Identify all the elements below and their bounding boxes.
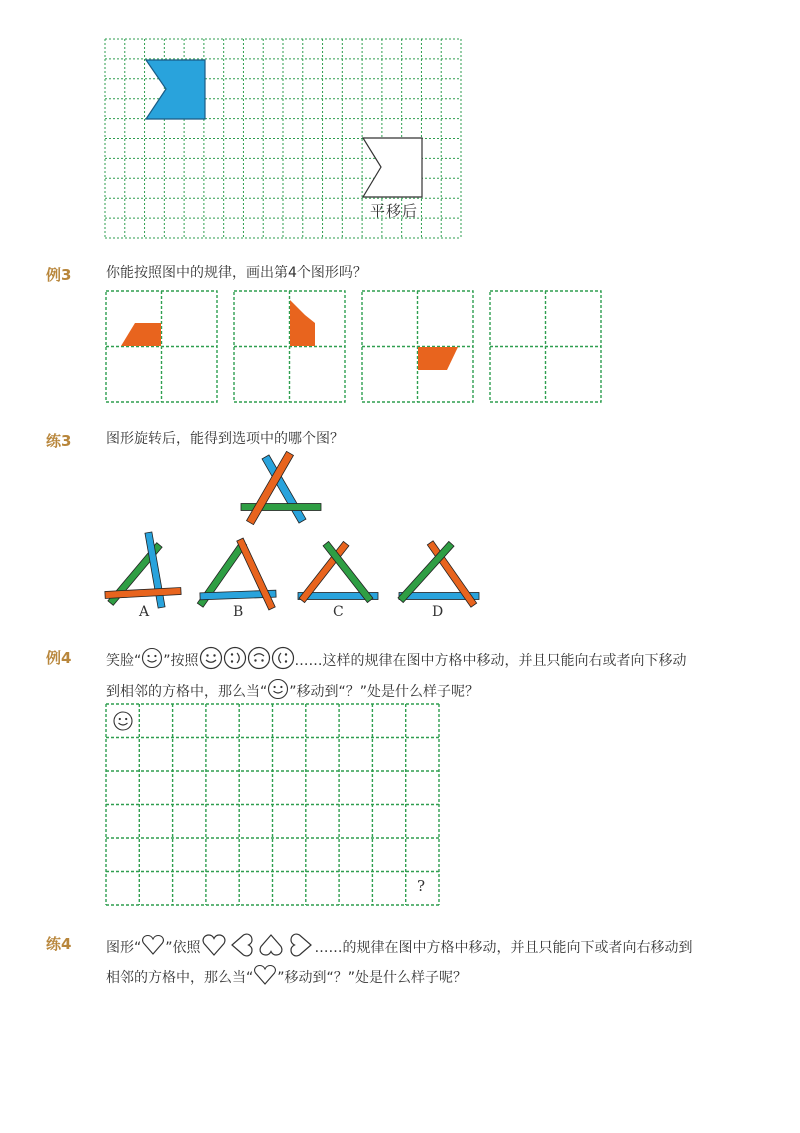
- heart-icon: [253, 964, 277, 992]
- pr4-text-e: ”移动到“？”处是什么样子呢？: [277, 970, 468, 986]
- pr4-text-b: ”依照: [165, 940, 201, 956]
- pr4-text-d: 相邻的方格中，那么当“: [106, 970, 254, 986]
- heart-down-icon: [203, 935, 225, 955]
- orange-trapezoid-shape: [418, 347, 458, 370]
- example-4-label: 例4: [46, 649, 72, 667]
- face-sequence-icons: [199, 646, 295, 676]
- heart-icon: [141, 934, 165, 962]
- example-3-label: 例3: [46, 266, 72, 284]
- pr4-text-a: 图形“: [106, 940, 142, 956]
- stick-triangle-question: [238, 452, 338, 532]
- ex4-text-c: ……这样的规律在图中方格中移动，并且只能向右或者向下移动: [294, 653, 687, 669]
- face-right-smile-icon: [224, 648, 245, 669]
- translated-caption: 平移后: [370, 202, 419, 220]
- face-up-smile-icon: [200, 648, 221, 669]
- face-left-smile-icon: [272, 648, 293, 669]
- option-d-label[interactable]: D: [432, 604, 444, 620]
- practice-4-label: 练4: [46, 935, 72, 953]
- heart-up-icon: [260, 935, 282, 955]
- practice-4-line-1: [106, 932, 693, 964]
- practice-3-label: 练3: [46, 432, 72, 450]
- original-flag-shape: [146, 60, 205, 119]
- face-down-smile-icon: [248, 648, 269, 669]
- ex4-text-b: ”按照: [163, 653, 199, 669]
- orange-trapezoid-shape: [121, 323, 161, 346]
- practice-3-question: 图形旋转后，能得到选项中的哪个图？: [106, 431, 344, 447]
- ex4-text-d: 到相邻的方格中，那么当“: [106, 684, 268, 700]
- example-4-line-2: [106, 678, 479, 706]
- translated-flag-outline: [363, 138, 422, 197]
- start-smiley-icon: [114, 712, 132, 730]
- example-3-question: 你能按照图中的规律，画出第4个图形吗？: [106, 265, 367, 281]
- smiley-movement-grid[interactable]: [105, 703, 441, 907]
- option-a-label[interactable]: A: [139, 604, 150, 620]
- orange-trapezoid-shape: [290, 300, 315, 346]
- ex4-text-e: ”移动到“？”处是什么样子呢？: [289, 684, 480, 700]
- option-b-label[interactable]: B: [233, 604, 244, 620]
- pr4-text-c: ……的规律在图中方格中移动，并且只能向下或者向右移动到: [314, 940, 693, 956]
- heart-sequence-icons: [201, 932, 315, 964]
- pattern-box-3: [361, 290, 475, 404]
- pattern-box-1: [105, 290, 219, 404]
- pattern-box-4-empty[interactable]: [489, 290, 603, 404]
- heart-left-icon: [232, 934, 252, 956]
- ex4-text-a: 笑脸“: [106, 653, 142, 669]
- target-question-mark: ?: [417, 877, 426, 895]
- heart-right-icon: [291, 934, 311, 956]
- smiley-face-icon: [141, 647, 163, 675]
- example-4-line-1: [106, 646, 687, 676]
- smiley-face-icon: [267, 678, 289, 706]
- option-c-label[interactable]: C: [333, 604, 344, 620]
- pattern-box-2: [233, 290, 347, 404]
- practice-4-line-2: [106, 964, 467, 992]
